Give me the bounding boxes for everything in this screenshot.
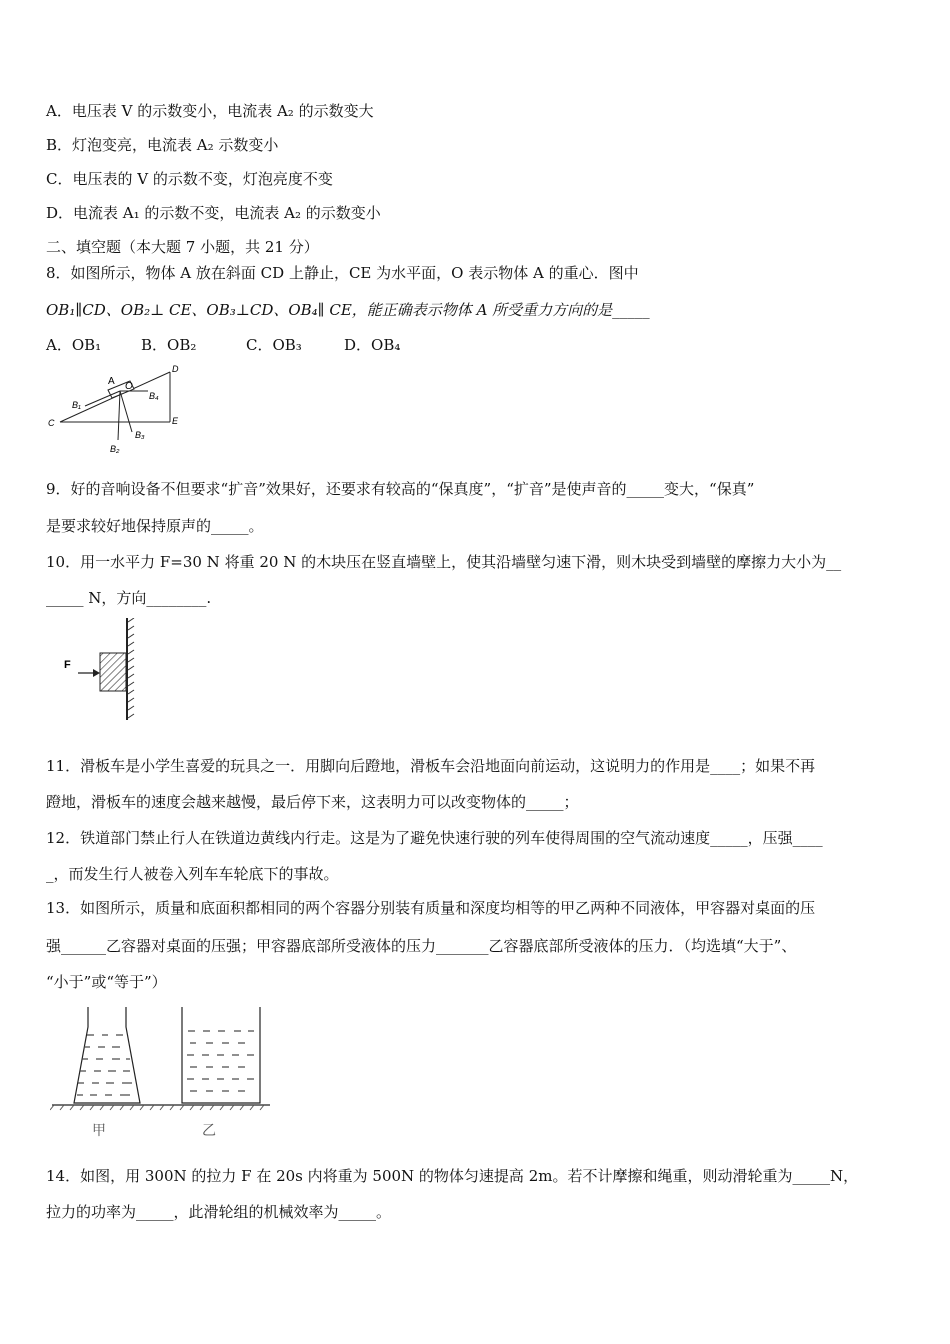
fig-label-b2: B₂ [110, 444, 120, 454]
label-jia: 甲 [92, 1122, 106, 1138]
q8-option-d: D．OB₄ [344, 336, 401, 354]
q9-line2: 是要求较好地保持原声的_____。 [46, 517, 264, 535]
fig-label-o: O [125, 381, 133, 392]
q13-line3: “小于”或“等于”） [46, 973, 167, 991]
force-label: F [64, 659, 71, 671]
q8-option-c: C．OB₃ [246, 336, 302, 354]
q11-line1: 11．滑板车是小学生喜爱的玩具之一．用脚向后蹬地，滑板车会沿地面向前运动，这说明力的作用是____；如果不再 [46, 757, 816, 775]
q8-option-b: B．OB₂ [141, 336, 197, 354]
wall-block-figure [60, 618, 145, 723]
section-heading: 二、填空题（本大题 7 小题，共 21 分） [46, 238, 319, 256]
option-a-prev: A．电压表 V 的示数变小，电流表 A₂ 的示数变大 [46, 102, 374, 120]
q12-line1: 12．铁道部门禁止行人在铁道边黄线内行走。这是为了避免快速行驶的列车使得周围的空气流动速度_____，压强____ [46, 829, 823, 847]
q8-option-a: A．OB₁ [46, 336, 102, 354]
fig-label-b4: B₄ [149, 391, 159, 401]
option-c-prev: C．电压表的 V 的示数不变，灯泡亮度不变 [46, 170, 333, 188]
fig-label-a: A [108, 376, 115, 387]
fig-label-c: C [48, 418, 55, 428]
containers-figure [50, 1005, 275, 1140]
fig-label-b3: B₃ [135, 430, 145, 440]
q8-line1: 8．如图所示，物体 A 放在斜面 CD 上静止，CE 为水平面，O 表示物体 A 的重心．图中 [46, 264, 639, 282]
q13-line2: 强______乙容器对桌面的压强；甲容器底部所受液体的压力_______乙容器底部所受液体的压力．（均选填“大于”、 [46, 937, 797, 955]
q12-line2: _，而发生行人被卷入列车车轮底下的事故。 [46, 865, 339, 883]
q10-line2: _____ N，方向________. [46, 589, 212, 607]
q14-line2: 拉力的功率为_____，此滑轮组的机械效率为_____。 [46, 1203, 392, 1221]
incline-figure [40, 362, 190, 457]
fig-label-b1: B₁ [72, 400, 81, 410]
q8-line2: OB₁∥CD、OB₂⊥ CE、OB₃⊥CD、OB₄∥ CE，能正确表示物体 A 所受重力方向的是_____ [46, 301, 650, 319]
fig-label-e: E [172, 416, 179, 426]
q9-line1: 9．好的音响设备不但要求“扩音”效果好，还要求有较高的“保真度”，“扩音”是使声音的_____变大，“保真” [46, 480, 755, 498]
q11-line2: 蹬地，滑板车的速度会越来越慢，最后停下来，这表明力可以改变物体的_____； [46, 793, 579, 811]
option-d-prev: D．电流表 A₁ 的示数不变，电流表 A₂ 的示数变小 [46, 204, 381, 222]
q13-line1: 13．如图所示，质量和底面积都相同的两个容器分别装有质量和深度均相等的甲乙两种不同液体，甲容器对桌面的压 [46, 899, 816, 917]
label-yi: 乙 [202, 1122, 216, 1138]
q10-line1: 10．用一水平力 F=30 N 将重 20 N 的木块压在竖直墙壁上，使其沿墙壁匀速下滑，则木块受到墙壁的摩擦力大小为__ [46, 553, 842, 571]
q8-options [46, 335, 424, 355]
q14-line1: 14．如图，用 300N 的拉力 F 在 20s 内将重为 500N 的物体匀速提高 2m。若不计摩擦和绳重，则动滑轮重为_____N， [46, 1167, 859, 1185]
fig-label-d: D [172, 364, 179, 374]
option-b-prev: B．灯泡变亮，电流表 A₂ 示数变小 [46, 136, 279, 154]
